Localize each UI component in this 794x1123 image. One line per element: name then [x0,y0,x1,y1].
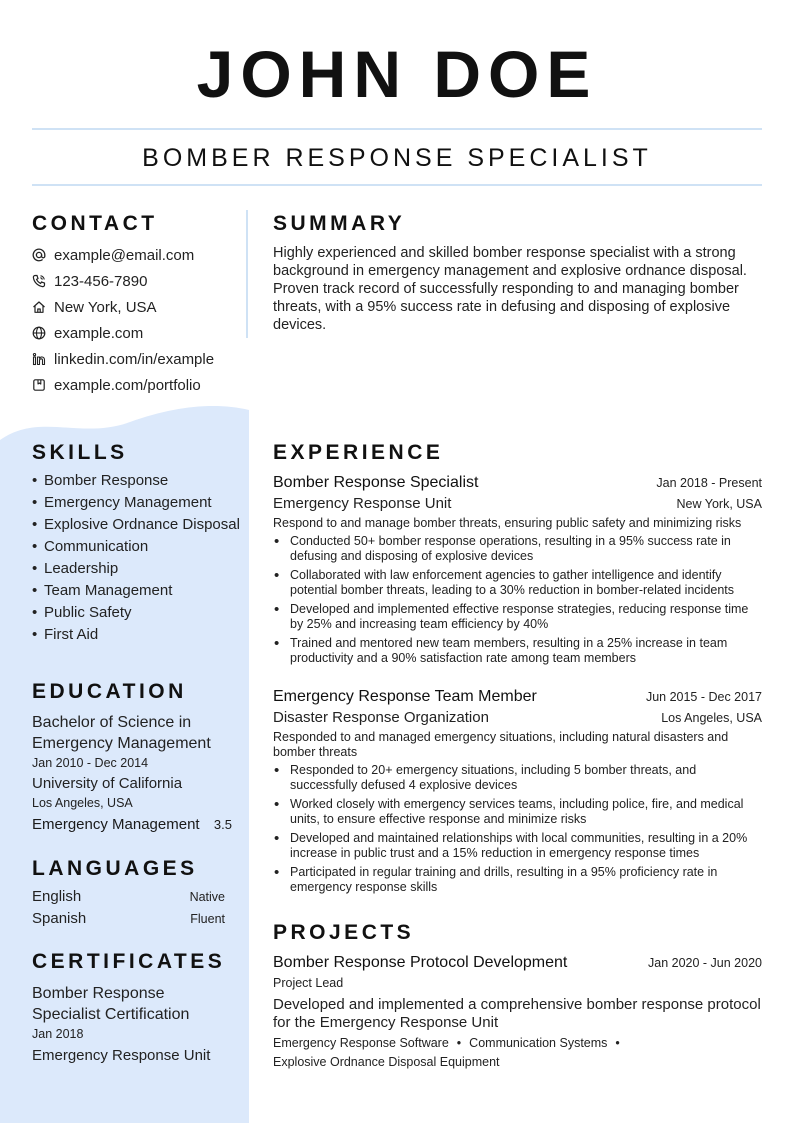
summary-heading: SUMMARY [273,212,406,235]
project-role: Project Lead [273,976,344,990]
education-heading: EDUCATION [32,680,187,703]
project-tag: Communication Systems [469,1036,608,1050]
experience-entry [273,686,762,899]
contact-website[interactable] [32,320,242,346]
project-title: Bomber Response Protocol Development [273,954,568,971]
projects-heading: PROJECTS [273,921,415,944]
project-entry [273,952,762,1072]
skills-heading: SKILLS [32,441,128,464]
job-dates: Jun 2015 - Dec 2017 [645,690,762,704]
contact-linkedin[interactable] [32,346,242,372]
job-bullets [273,763,762,895]
project-dates: Jan 2020 - Jun 2020 [648,956,762,970]
job-dates: Jan 2018 - Present [656,476,762,490]
list-item: • Public Safety [32,604,242,622]
contact-portfolio-text: example.com/portfolio [54,376,201,394]
certificate-issuer: Emergency Response Unit [32,1047,211,1064]
contact-phone[interactable] [32,268,242,294]
project-tag: Emergency Response Software [273,1036,449,1050]
list-item: • Conducted 50+ bomber response operations, resulting in a 95% success rate in defusing and disposing of explosive devices [273,534,762,564]
education-location: Los Angeles, USA [32,796,133,810]
contact-phone-text: 123-456-7890 [54,272,148,290]
list-item: • Developed and implemented effective response strategies, reducing response time by 25% and increasing team efficiency by 40% [273,602,762,632]
contact-location [32,294,242,320]
project-tags [273,1034,762,1072]
list-item: • Participated in regular training and drills, resulting in a 95% proficiency rate in emergency response skills [273,865,762,895]
education-entry [32,712,232,835]
job-location: New York, USA [676,497,762,511]
language-name: Spanish [32,910,87,927]
list-item: • Explosive Ordnance Disposal [32,516,242,534]
list-item: • Team Management [32,582,242,600]
contact-portfolio[interactable] [32,372,242,398]
job-title: Emergency Response Team Member [273,688,537,705]
portfolio-icon [32,378,46,392]
list-item: • Leadership [32,560,242,578]
certificate-date: Jan 2018 [32,1027,84,1041]
contact-linkedin-text: linkedin.com/in/example [54,350,215,368]
list-item: • Bomber Response [32,472,242,490]
contact-website-text: example.com [54,324,144,342]
certificate-entry [32,983,237,1066]
list-item: • Worked closely with emergency services teams, including police, fire, and medical units, to ensure effective response and minimize risks [273,797,762,827]
tag-separator: • [456,1036,462,1050]
tag-separator: • [615,1036,620,1050]
job-location: Los Angeles, USA [661,711,762,725]
project-tag: Explosive Ordnance Disposal Equipment [273,1055,500,1069]
list-item: • Developed and maintained relationships with local communities, resulting in a 20% increase in public trust and a 15% reduction in emergency response times [273,831,762,861]
job-title: Bomber Response Specialist [273,474,479,491]
column-divider [246,210,248,338]
list-item: • Collaborated with law enforcement agencies to gather intelligence and identify potential bomber threats, leading to a 30% reduction in bomber-related incidents [273,568,762,598]
linkedin-icon [32,352,46,366]
education-field: Emergency Management [32,816,200,833]
experience-entry [273,472,762,670]
language-level: Fluent [190,912,225,926]
skills-list [32,472,242,648]
list-item: • Trained and mentored new team members, resulting in a 25% increase in team productivity and a 90% satisfaction rate among team members [273,636,762,666]
job-organization: Emergency Response Unit [273,495,452,512]
list-item: • Emergency Management [32,494,242,512]
certificates-heading: CERTIFICATES [32,950,226,973]
header-top-rule [32,128,762,130]
language-level: Native [189,890,225,904]
contact-heading: CONTACT [32,212,158,235]
job-bullets [273,534,762,666]
education-school: University of California [32,775,183,792]
contact-list [32,242,242,398]
project-description: Developed and implemented a comprehensive bomber response protocol for the Emergency Response Unit [273,996,761,1031]
education-dates: Jan 2010 - Dec 2014 [32,756,149,770]
job-description: Responded to and managed emergency situations, including natural disasters and bomber threats [273,730,729,759]
education-gpa: 3.5 [213,817,232,832]
job-organization: Disaster Response Organization [273,709,489,726]
header-bottom-rule [32,184,762,186]
experience-heading: EXPERIENCE [273,441,444,464]
list-item: • Communication [32,538,242,556]
language-row [32,910,225,932]
certificate-name: Bomber Response Specialist Certification [32,985,190,1023]
contact-location-text: New York, USA [54,298,157,316]
languages-list [32,888,225,932]
summary-text: Highly experienced and skilled bomber response specialist with a strong background in emergency management and explosive ordnance disposal. Proven track record of successfully responding to and managing bomber threats, with a 95% success rate in defusing and disposing of explosive devices. [273,245,747,333]
job-title-banner: BOMBER RESPONSE SPECIALIST [142,144,652,172]
job-description: Respond to and manage bomber threats, ensuring public safety and minimizing risks [273,516,742,530]
candidate-name: JOHN DOE [196,37,598,111]
phone-icon [32,274,46,288]
list-item: • First Aid [32,626,242,644]
language-name: English [32,888,82,905]
languages-heading: LANGUAGES [32,857,198,880]
list-item: • Responded to 20+ emergency situations, including 5 bomber threats, and successfully defused 4 explosive devices [273,763,762,793]
home-icon [32,300,46,314]
contact-email-text: example@email.com [54,246,195,264]
education-degree: Bachelor of Science in Emergency Management [32,714,211,752]
language-row [32,888,225,910]
globe-icon [32,326,46,340]
contact-email[interactable] [32,242,242,268]
education-field-row [32,815,232,835]
at-icon [32,248,46,262]
